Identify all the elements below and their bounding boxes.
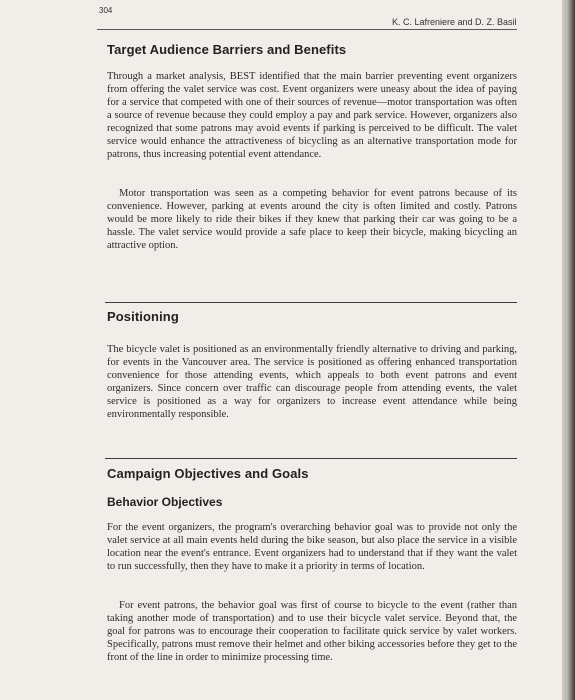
header-rule (97, 29, 517, 30)
subsection-title-behavior-objectives: Behavior Objectives (107, 495, 223, 509)
campaign-paragraph-1: For the event organizers, the program's overarching behavior goal was to provide not only the valet service at all main events held during the bike season, but also place the service in a visible location near the event's entrance. Event organizers had to understand that if they want the valet to run successfully, then they have to make it a priority in terms of location. (107, 522, 517, 572)
barriers-paragraph-2: Motor transportation was seen as a competing behavior for event patrons because of its convenience. However, parking at events around the city is often limited and costly. Patrons would be more likely to ride their bikes if they knew that parking their car was going to be a hassle. The valet service would provide a safe place to keep their bicycle, making bicycling an attractive option. (107, 188, 517, 251)
campaign-paragraph-2: For event patrons, the behavior goal was first of course to bicycle to the event (rather than taking another mode of transportation) and to use their bicycle valet service. Beyond that, the goal for patrons was to encourage their cooperation to facilitate quick service by valet workers. Specifically, patrons must remove their helmet and other biking accessories before they get to the front of the line in order to minimize processing time. (107, 600, 517, 663)
section-title-barriers: Target Audience Barriers and Benefits (107, 42, 347, 57)
running-head: K. C. Lafreniere and D. Z. Basil (392, 17, 517, 27)
page-number: 304 (99, 6, 113, 15)
section-divider-campaign (105, 458, 517, 459)
barriers-paragraph-1: Through a market analysis, BEST identified that the main barrier preventing event organizers from offering the valet service was cost. Event organizers were uneasy about the idea of paying for a service that competed with one of their sources of revenue—motor transportation was often a source of revenue because they could employ a pay and park service. However, organizers also recognized that some patrons may avoid events if parking is perceived to be difficult. The valet service would enhance the attractiveness of bicycling as an alternative transportation mode for patrons, thus increasing potential event attendance. (107, 71, 517, 160)
section-title-positioning: Positioning (107, 309, 179, 324)
positioning-paragraph: The bicycle valet is positioned as an environmentally friendly alternative to driving and parking, for events in the Vancouver area. The service is positioned as offering enhanced transportation convenience for those attending events, which appeals to both event patrons and event organizers. Since concern over traffic can discourage people from attending events, the valet service is positioned as a way for organizers to increase event attendance while being environmentally responsible. (107, 344, 517, 420)
page-edge-shadow (562, 0, 575, 700)
section-divider-positioning (105, 302, 517, 303)
section-title-campaign: Campaign Objectives and Goals (107, 466, 309, 481)
